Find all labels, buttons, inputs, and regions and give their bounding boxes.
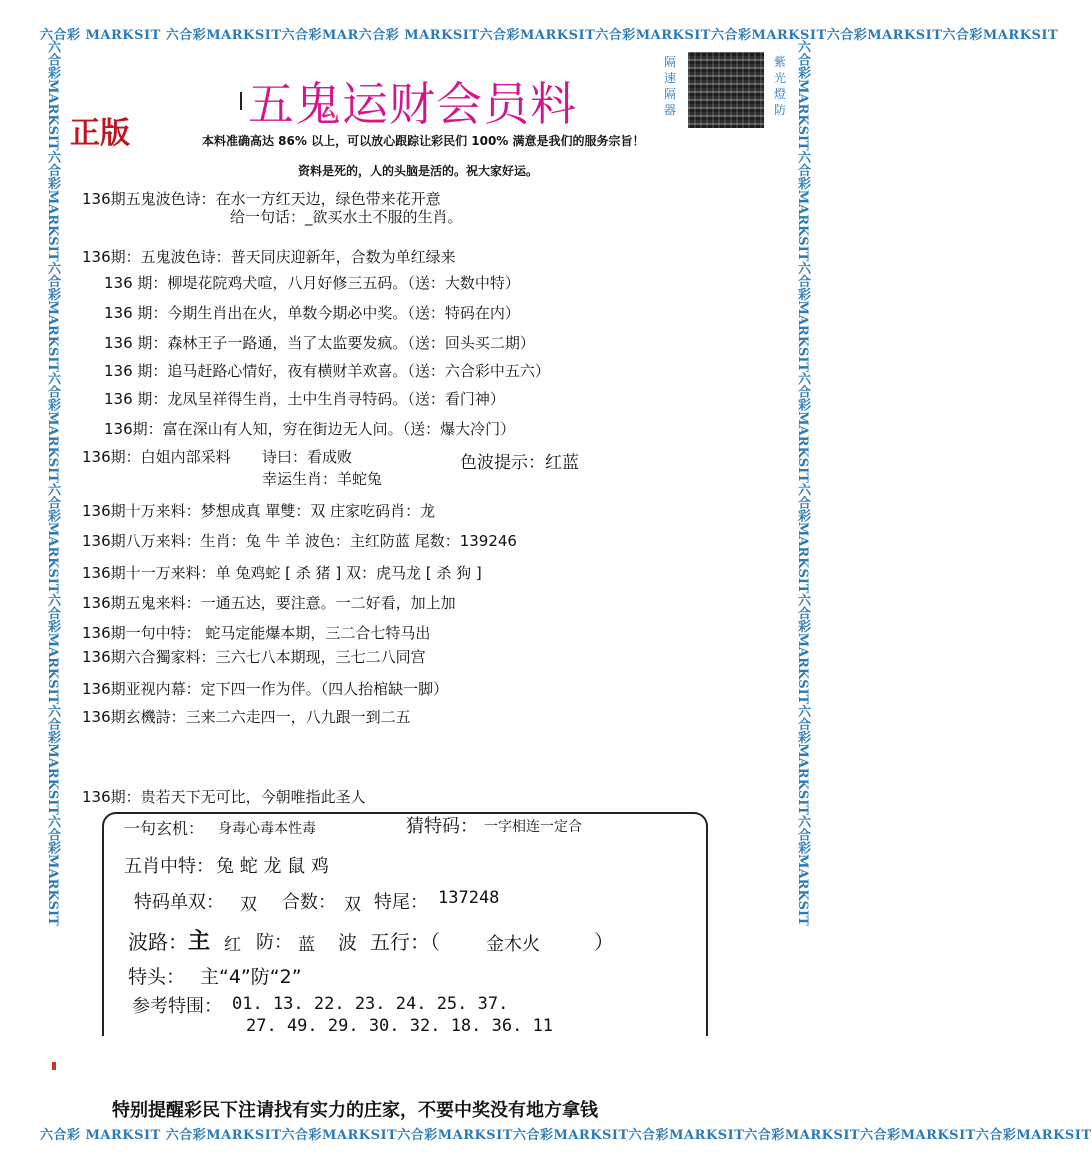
line-110k: 136期十一万来料：单 兔鸡蛇 [ 杀 猪 ] 双：虎马龙 [ 杀 狗 ]	[82, 564, 482, 582]
line-one-special: 136期一句中特： 蛇马定能爆本期，三二合七特马出	[82, 624, 431, 642]
five-zodiac-label: 五肖中特：	[124, 856, 214, 877]
wave-main: 主	[188, 929, 211, 954]
guess-label: 猜特码：	[406, 816, 478, 837]
page-title: 五鬼运财会员料	[248, 77, 577, 131]
tagline-accuracy: 本料准确高达 86% 以上，可以放心跟踪让彩民们 100% 满意是我们的服务宗旨！	[202, 134, 645, 148]
line-exclusive: 136期六合獨家料：三六七八本期现，三七二八同宫	[82, 648, 426, 666]
head-value: 主“4”防“2”	[200, 966, 302, 988]
line-period-1: 136 期：柳堤花院鸡犬喧，八月好修三五码。（送：大数中特）	[104, 274, 520, 292]
stamp-right-text: 紫光燈防	[773, 55, 786, 117]
tail-label: 特尾：	[374, 892, 428, 913]
line-poem-says: 诗曰：看成败	[262, 448, 353, 466]
line-period-4: 136 期：追马赶路心情好，夜有横财羊欢喜。（送：六合彩中五六）	[104, 362, 550, 380]
head-label: 特头：	[128, 966, 186, 988]
watermark-left-text: 六合彩MARKSIT六合彩MARKSIT六合彩MARKSIT六合彩MARKSIT六合彩MARKSIT六合彩MARKSIT六合彩MARKSIT六合彩MARKSIT	[45, 40, 60, 926]
sum-value: 双	[344, 895, 361, 915]
line-period-3: 136 期：森林王子一路通，当了太监要发疯。（送：回头买二期）	[104, 334, 535, 352]
line-wugui-material: 136期五鬼来料：一通五达，要注意。一二好看，加上加	[82, 594, 456, 612]
odd-even-label: 特码单双：	[134, 892, 224, 913]
qr-code-icon	[688, 52, 764, 128]
element-value: 金木火	[486, 934, 540, 955]
line-noble: 136期：贵若天下无可比，今朝唯指此圣人	[82, 788, 366, 806]
sum-label: 合数：	[282, 892, 336, 913]
line-80k: 136期八万来料：生肖：兔 牛 羊 波色：主红防蓝 尾数：139246	[82, 532, 517, 550]
wave-word: 波	[338, 932, 358, 954]
line-lucky-zodiac: 幸运生肖：羊蛇兔	[262, 470, 383, 488]
element-label: 五行：（	[370, 930, 440, 954]
line-wave-poem: 136期：五鬼波色诗：普天同庆迎新年，合数为单红绿来	[82, 248, 456, 266]
line-100k: 136期十万来料：梦想成真 單雙：双 庄家吃码肖：龙	[82, 502, 436, 520]
line-period-5: 136 期：龙凤呈祥得生肖，土中生肖寻特码。（送：看门神）	[104, 390, 505, 408]
guess-value: 一字相连一定合	[484, 819, 582, 835]
wave-guard-label: 防：	[256, 932, 292, 953]
authentic-badge: 正版	[70, 116, 130, 151]
riddle-value: 身毒心毒本性毒	[218, 821, 316, 837]
stamp-left-text: 隔速隔器	[663, 55, 676, 117]
odd-even-value: 双	[240, 895, 257, 915]
watermark-border-right	[790, 40, 814, 1130]
wave-red: 红	[224, 935, 241, 955]
five-zodiac-value: 兔 蛇 龙 鼠 鸡	[216, 856, 329, 877]
tail-value: 137248	[438, 888, 500, 908]
line-one-sentence: 给一句话：_欲买水土不服的生肖。	[230, 208, 463, 226]
watermark-right-text: 六合彩MARKSIT六合彩MARKSIT六合彩MARKSIT六合彩MARKSIT六合彩MARKSIT六合彩MARKSIT六合彩MARKSIT六合彩MARKSIT	[795, 40, 810, 926]
wave-label: 波路：	[128, 930, 188, 954]
line-wugui-poem: 136期五鬼波色诗：在水一方红天边，绿色带来花开意	[82, 190, 441, 208]
red-accent-mark	[52, 1062, 56, 1070]
line-period-2: 136 期：今期生肖出在火，单数今期必中奖。（送：特码在内）	[104, 304, 520, 322]
riddle-label: 一句玄机：	[124, 819, 205, 838]
element-close: ）	[594, 930, 614, 954]
footer-reminder: 特别提醒彩民下注请找有实力的庄家，不要中奖没有地方拿钱	[112, 1100, 598, 1121]
title-divider	[240, 92, 242, 110]
wave-blue: 蓝	[298, 935, 315, 955]
ref-label: 参考特围：	[132, 996, 222, 1017]
tagline-luck: 资料是死的，人的头脑是活的。祝大家好运。	[298, 164, 539, 178]
ref-row-2: 27. 49. 29. 30. 32. 18. 36. 11	[246, 1016, 554, 1036]
line-atv-insider: 136期亚视内幕：定下四一作为伴。（四人抬棺缺一脚）	[82, 680, 449, 698]
line-mystic-poem: 136期玄機詩：三来二六走四一，八九跟一到二五	[82, 708, 411, 726]
watermark-border-bottom: 六合彩 MARKSIT 六合彩MARKSIT六合彩MARKSIT六合彩MARKSIT六合彩MARKSIT六合彩MARKSIT六合彩MARKSIT六合彩MARKSIT六合彩MARKSIT	[40, 1128, 1092, 1143]
line-period-6: 136期：富在深山有人知，穷在街边无人问。（送：爆大冷门）	[104, 420, 516, 438]
line-baijie: 136期：白姐内部采料	[82, 448, 231, 466]
ref-row-1: 01. 13. 22. 23. 24. 25. 37.	[232, 994, 509, 1014]
line-wave-hint: 色波提示：红蓝	[460, 453, 579, 473]
watermark-border-top: 六合彩 MARKSIT 六合彩MARKSIT六合彩MAR六合彩 MARKSIT六合彩MARKSIT六合彩MARKSIT六合彩MARKSIT六合彩MARKSIT六合彩MARKSIT	[40, 28, 1059, 43]
watermark-border-left	[40, 40, 64, 1130]
